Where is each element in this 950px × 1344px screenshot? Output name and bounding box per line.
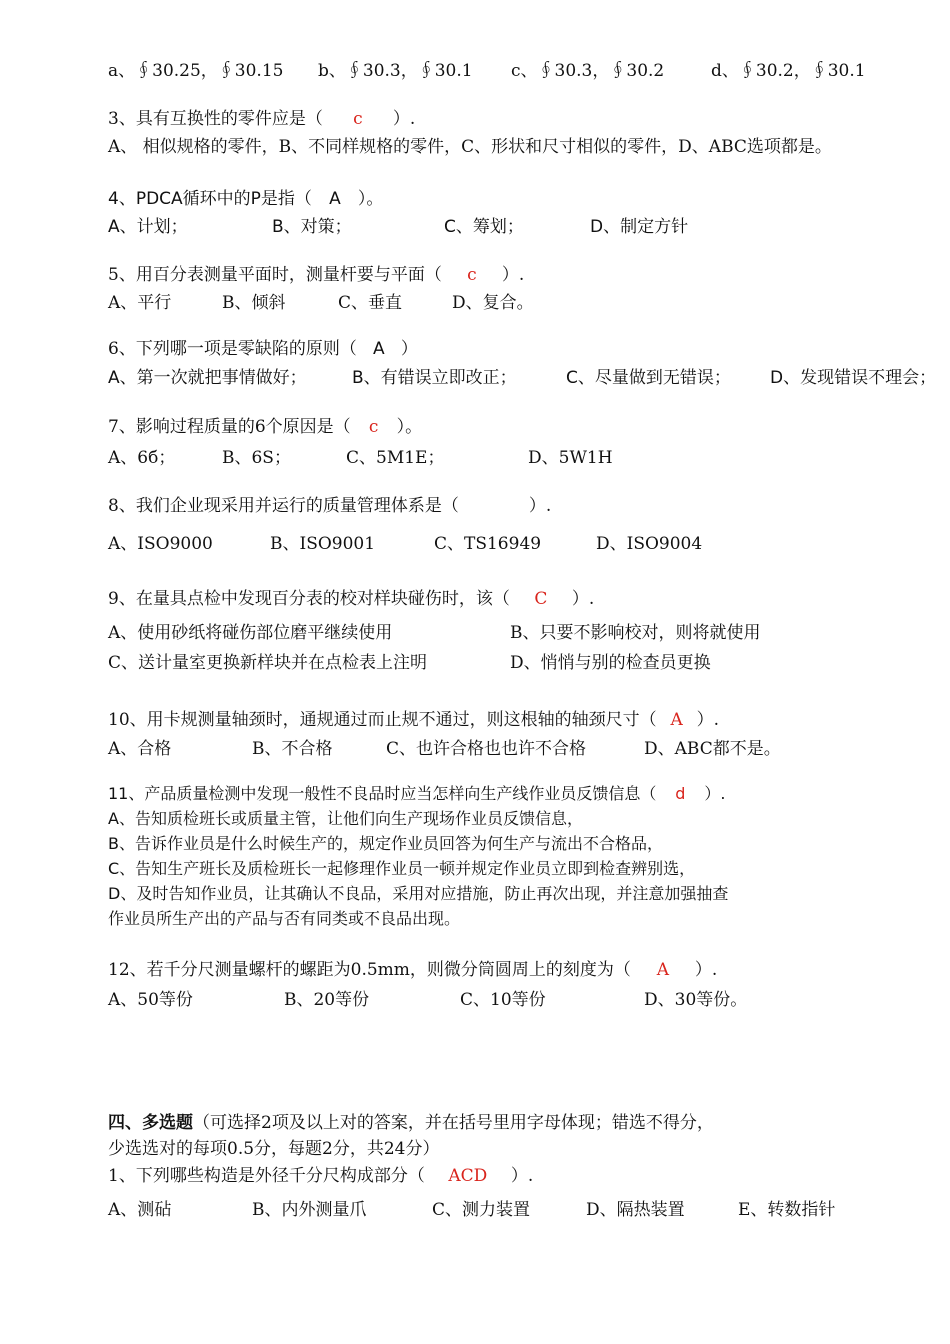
q7-stem	[108, 416, 422, 438]
q11-line-a: A、告知质检班长或质量主管，让他们向生产现场作业员反馈信息，	[108, 809, 583, 828]
q11-stem-end: ）.	[704, 784, 726, 803]
q2-option-d: d、∮30.2，∮30.1	[711, 61, 866, 81]
q8-stem-text: 8、我们企业现采用并运行的质量管理体系是（	[108, 496, 459, 516]
q10-stem-end: ）.	[696, 710, 720, 730]
q5-option-d: D、复合。	[452, 293, 534, 313]
q6-option-a: A、第一次就把事情做好；	[108, 368, 307, 388]
q11-stem-text: 11、产品质量检测中发现一般性不良品时应当怎样向生产线作业员反馈信息（	[108, 784, 657, 803]
q5-answer: c	[467, 265, 477, 285]
q10-stem	[108, 709, 719, 731]
q10-option-b: B、不合格	[252, 739, 333, 759]
q9-option-a: A、使用砂纸将碰伤部位磨平继续使用	[108, 623, 393, 643]
q9-answer: C	[534, 589, 548, 609]
q10-option-d: D、ABC都不是。	[644, 739, 781, 759]
q8-stem	[108, 495, 551, 517]
q10-option-a: A、合格	[108, 739, 172, 759]
q6-answer: A	[373, 339, 385, 359]
q12-option-c: C、10等份	[460, 990, 546, 1010]
q9-stem-end: ）.	[571, 589, 595, 609]
q12-answer: A	[656, 960, 670, 980]
q9-option-b: B、只要不影响校对，则将就使用	[510, 623, 761, 643]
s4-q1-answer: ACD	[448, 1166, 488, 1186]
q7-answer: c	[368, 417, 379, 437]
q3-stem-end: ）.	[392, 109, 416, 129]
q8-option-c: C、TS16949	[434, 534, 542, 554]
q12-option-b: B、20等份	[284, 990, 370, 1010]
q4-option-b: B、对策；	[272, 217, 352, 237]
q7-option-a: A、6б；	[108, 448, 176, 468]
q8-option-d: D、ISO9004	[596, 534, 703, 554]
q5-option-a: A、平行	[108, 293, 172, 313]
q10-option-c: C、也许合格也也许不合格	[386, 739, 587, 759]
q7-stem-text: 7、影响过程质量的6个原因是（	[108, 417, 351, 437]
q8-option-a: A、ISO9000	[108, 534, 213, 554]
s4-q1-stem-text: 1、下列哪些构造是外径千分尺构成部分（	[108, 1166, 425, 1186]
q6-option-d: D、发现错误不理会；	[770, 368, 937, 388]
s4-q1-option-a: A、测砧	[108, 1200, 172, 1220]
q4-stem-end: ）。	[357, 189, 384, 209]
q10-answer: A	[670, 710, 683, 730]
q4-option-c: C、筹划；	[444, 217, 524, 237]
q11-line-c: C、告知生产班长及质检班长一起修理作业员一顿并规定作业员立即到检查辨别选，	[108, 859, 696, 878]
q12-stem-text: 12、若千分尺测量螺杆的螺距为0.5mm，则微分筒圆周上的刻度为（	[108, 960, 631, 980]
section4-note-1: （可选择2项及以上对的答案，并在括号里用字母体现；错选不得分，	[193, 1113, 714, 1133]
q6-stem-end: ）	[400, 339, 418, 359]
q11-line-e: 作业员所生产出的产品与否有同类或不良品出现。	[108, 909, 461, 928]
q7-option-d: D、5W1H	[528, 448, 613, 468]
section4-note-2: 少选选对的每项0.5分，每题2分，共24分）	[108, 1139, 440, 1159]
q4-answer: A	[329, 189, 341, 209]
q11-stem	[108, 783, 725, 805]
q12-stem	[108, 959, 717, 981]
q3-stem	[108, 108, 415, 130]
q3-options: A、 相似规格的零件，B、不同样规格的零件，C、形状和尺寸相似的零件，D、ABC选项都是。	[108, 137, 832, 157]
q6-option-c: C、尽量做到无错误；	[566, 368, 731, 388]
q2-option-c: c、∮30.3，∮30.2	[511, 61, 665, 81]
q11-line-b: B、告诉作业员是什么时候生产的，规定作业员回答为何生产与流出不合格品，	[108, 834, 663, 853]
s4-q1-option-d: D、隔热装置	[586, 1200, 685, 1220]
q8-option-b: B、ISO9001	[270, 534, 376, 554]
q5-stem-text: 5、用百分表测量平面时，测量杆要与平面（	[108, 265, 442, 285]
q9-stem	[108, 588, 594, 610]
q9-option-d: D、悄悄与别的检查员更换	[510, 653, 711, 673]
q9-stem-text: 9、在量具点检中发现百分表的校对样块碰伤时，该（	[108, 589, 510, 609]
q5-stem	[108, 264, 524, 286]
s4-q1-stem	[108, 1165, 533, 1187]
q5-option-b: B、倾斜	[222, 293, 286, 313]
q12-stem-end: ）.	[694, 960, 718, 980]
q5-stem-end: ）.	[501, 265, 525, 285]
s4-q1-option-e: E、转数指针	[738, 1200, 836, 1220]
section4-title: 四、多选题	[108, 1113, 193, 1133]
q11-answer: d	[675, 784, 686, 803]
section4-heading	[108, 1112, 714, 1134]
s4-q1-stem-end: ）.	[510, 1166, 534, 1186]
q12-option-a: A、50等份	[108, 990, 193, 1010]
q3-stem-text: 3、具有互换性的零件应是（	[108, 109, 323, 129]
q12-option-d: D、30等份。	[644, 990, 748, 1010]
q6-option-b: B、有错误立即改正；	[352, 368, 517, 388]
q10-stem-text: 10、用卡规测量轴颈时，通规通过而止规不通过，则这根轴的轴颈尺寸（	[108, 710, 657, 730]
q4-option-a: A、计划；	[108, 217, 188, 237]
q7-stem-end: ）。	[396, 417, 423, 437]
q5-option-c: C、垂直	[338, 293, 403, 313]
q4-stem	[108, 188, 383, 210]
q8-stem-end: ）.	[528, 496, 552, 516]
q3-answer: c	[353, 109, 363, 129]
q6-stem-text: 6、下列哪一项是零缺陷的原则（	[108, 339, 357, 359]
q6-stem	[108, 338, 418, 360]
s4-q1-option-c: C、测力装置	[432, 1200, 531, 1220]
q4-stem-text: 4、PDCA循环中的P是指（	[108, 189, 312, 209]
q11-line-d: D、及时告知作业员，让其确认不良品，采用对应措施，防止再次出现，并注意加强抽查	[108, 884, 729, 903]
q7-option-b: B、6S；	[222, 448, 291, 468]
s4-q1-option-b: B、内外测量爪	[252, 1200, 367, 1220]
q9-option-c: C、送计量室更换新样块并在点检表上注明	[108, 653, 428, 673]
q7-option-c: C、5M1E；	[346, 448, 445, 468]
q4-option-d: D、制定方针	[590, 217, 689, 237]
q2-option-a: a、∮30.25，∮30.15	[108, 61, 284, 81]
q2-option-b: b、∮30.3，∮30.1	[318, 61, 473, 81]
